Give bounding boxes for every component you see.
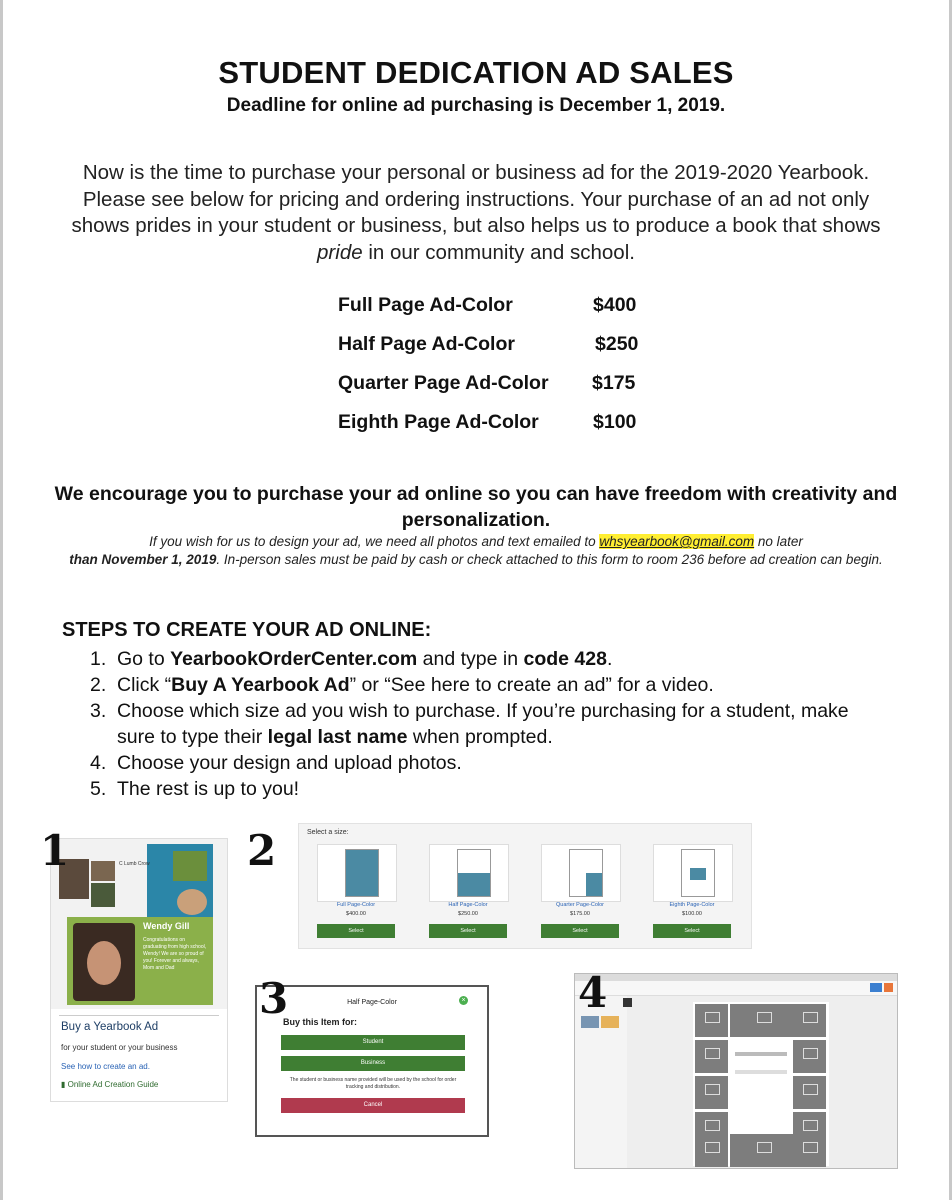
size-name[interactable]: Eighth Page-Color — [669, 902, 715, 908]
price-row-half — [338, 331, 668, 370]
size-name[interactable]: Half Page-Color — [448, 902, 488, 908]
intro-paragraph: Now is the time to purchase your personal or business ad for the 2019-2020 Yearbook. Please see below for pricing and ordering instructions. Your purchase of an ad not only shows prides in your student or business, but also helps us to produce a book that shows pride in our community and school. — [71, 161, 881, 264]
ad-name: Wendy Gill — [143, 921, 190, 931]
price-value: $175 — [592, 372, 636, 394]
ad-size-fill — [458, 873, 490, 896]
select-button[interactable]: Select — [653, 924, 731, 938]
ad-size-fill — [346, 850, 378, 896]
step-item: 1. Go to YearbookOrderCenter.com and type in code 428. — [90, 648, 613, 670]
step-item: 4. Choose your design and upload photos. — [90, 752, 462, 774]
design-note: If you wish for us to design your ad, we need all photos and text emailed to whsyearbook@gmail.com no later than November 1, 2019. In-person sales must be paid by cash or check attached to this form to room 236 before ad creation can begin. — [69, 534, 883, 567]
size-price: $175.00 — [570, 911, 590, 917]
price-label: Full Page Ad-Color — [338, 294, 513, 316]
image-placeholder-icon[interactable] — [730, 1004, 798, 1037]
note-bold-date: than November 1, 2019 — [69, 552, 217, 567]
cancel-button[interactable]: Cancel — [281, 1098, 465, 1113]
figure-number: 4 — [578, 968, 608, 1017]
email-link[interactable]: whsyearbook@gmail.com — [599, 534, 755, 549]
price-label: Eighth Page Ad-Color — [338, 411, 539, 433]
price-label: Quarter Page Ad-Color — [338, 372, 549, 394]
figure-number: 2 — [247, 826, 277, 875]
image-placeholder-icon[interactable] — [695, 1134, 728, 1167]
buy-for-label: Buy this Item for: — [283, 1017, 358, 1027]
step-item: 5. The rest is up to you! — [90, 778, 300, 800]
size-card-full — [305, 844, 407, 942]
text-line — [735, 1070, 787, 1074]
website-link[interactable]: YearbookOrderCenter.com — [170, 648, 418, 670]
photo-thumb — [173, 851, 207, 881]
editor-toolbar — [575, 981, 898, 996]
image-placeholder-icon[interactable] — [695, 1076, 728, 1109]
size-preview — [653, 844, 733, 902]
size-card-half — [417, 844, 519, 942]
step-item: 2. Click “Buy A Yearbook Ad” or “See here to create an ad” for a video. — [90, 674, 714, 696]
toolbar-button[interactable] — [884, 983, 893, 992]
uploaded-photo[interactable] — [601, 1016, 619, 1028]
price-row-eighth — [338, 409, 668, 448]
page-title: STUDENT DEDICATION AD SALES — [218, 55, 734, 90]
ad-size-fill — [586, 873, 602, 896]
image-placeholder-icon[interactable] — [793, 1076, 826, 1109]
size-card-quarter — [529, 844, 631, 942]
student-button[interactable]: Student — [281, 1035, 465, 1050]
price-row-quarter — [338, 370, 668, 409]
page-icon — [681, 849, 715, 897]
image-placeholder-icon[interactable] — [793, 1040, 826, 1073]
example-panel-1 — [50, 838, 228, 1102]
divider — [59, 1015, 219, 1016]
size-price: $250.00 — [458, 911, 478, 917]
figure-number: 3 — [259, 974, 289, 1023]
size-name[interactable]: Full Page-Color — [336, 902, 376, 908]
figure-number: 1 — [40, 826, 70, 875]
image-placeholder-icon[interactable] — [695, 1040, 728, 1073]
size-preview — [317, 844, 397, 902]
price-value: $100 — [593, 411, 637, 433]
select-button[interactable]: Select — [317, 924, 395, 938]
page-icon — [345, 849, 379, 897]
size-price: $400.00 — [346, 911, 366, 917]
price-list — [338, 292, 668, 448]
sample-ad-collage — [51, 839, 227, 1009]
price-value: $400 — [593, 294, 637, 316]
crow-caption: C Lumb Crow — [119, 861, 150, 867]
image-placeholder-icon[interactable] — [730, 1134, 798, 1167]
business-button[interactable]: Business — [281, 1056, 465, 1071]
see-how-link[interactable]: See how to create an ad. — [61, 1062, 150, 1071]
page-icon — [569, 849, 603, 897]
size-card-eighth — [641, 844, 743, 942]
example-panel-4 — [574, 973, 898, 1169]
photo-thumb — [91, 861, 115, 881]
size-price: $100.00 — [682, 911, 702, 917]
panel-toggle[interactable] — [623, 998, 632, 1007]
dialog-title: Half Page-Color — [347, 999, 397, 1006]
steps-heading: STEPS TO CREATE YOUR AD ONLINE: — [62, 619, 432, 641]
photo-thumb — [177, 889, 207, 915]
ad-guide-link[interactable]: ▮ Online Ad Creation Guide — [61, 1080, 159, 1089]
photo-thumb — [91, 883, 115, 907]
portrait-photo — [73, 923, 135, 1001]
select-size-label: Select a size: — [307, 829, 349, 836]
price-row-full — [338, 292, 668, 331]
example-panel-2 — [298, 823, 752, 949]
uploaded-photo[interactable] — [581, 1016, 599, 1028]
page-icon — [457, 849, 491, 897]
text-line — [735, 1052, 787, 1056]
size-name[interactable]: Quarter Page-Color — [556, 902, 604, 908]
price-label: Half Page Ad-Color — [338, 333, 515, 355]
document-icon: ▮ — [61, 1080, 68, 1089]
toolbar-button[interactable] — [870, 983, 882, 992]
image-placeholder-icon[interactable] — [793, 1134, 826, 1167]
ad-size-fill — [690, 868, 706, 880]
ad-message: Congratulations on graduating from high school, Wendy! We are so proud of you! Forever and always, Mom and Dad — [143, 937, 207, 971]
intro-emphasis: pride — [317, 240, 363, 264]
close-icon[interactable]: × — [459, 996, 468, 1005]
select-button[interactable]: Select — [541, 924, 619, 938]
select-button[interactable]: Select — [429, 924, 507, 938]
buy-yearbook-ad-link[interactable]: Buy a Yearbook Ad — [61, 1021, 159, 1033]
step-item: 3. Choose which size ad you wish to purchase. If you’re purchasing for a student, make sure to type their legal last name when prompted. — [90, 700, 849, 748]
steps-list — [90, 646, 890, 802]
dialog-notice: The student or business name provided will be used by the school for order tracking and distribution. — [289, 1077, 457, 1090]
price-value: $250 — [595, 333, 639, 355]
buy-subtitle: for your student or your business — [61, 1043, 178, 1052]
image-placeholder-icon[interactable] — [695, 1004, 728, 1037]
image-placeholder-icon[interactable] — [793, 1004, 826, 1037]
encourage-text: We encourage you to purchase your ad online so you can have freedom with creativity and personalization. — [54, 483, 898, 531]
size-preview — [429, 844, 509, 902]
deadline-subtitle: Deadline for online ad purchasing is December 1, 2019. — [226, 95, 726, 116]
size-preview — [541, 844, 621, 902]
example-panel-3 — [255, 985, 489, 1137]
